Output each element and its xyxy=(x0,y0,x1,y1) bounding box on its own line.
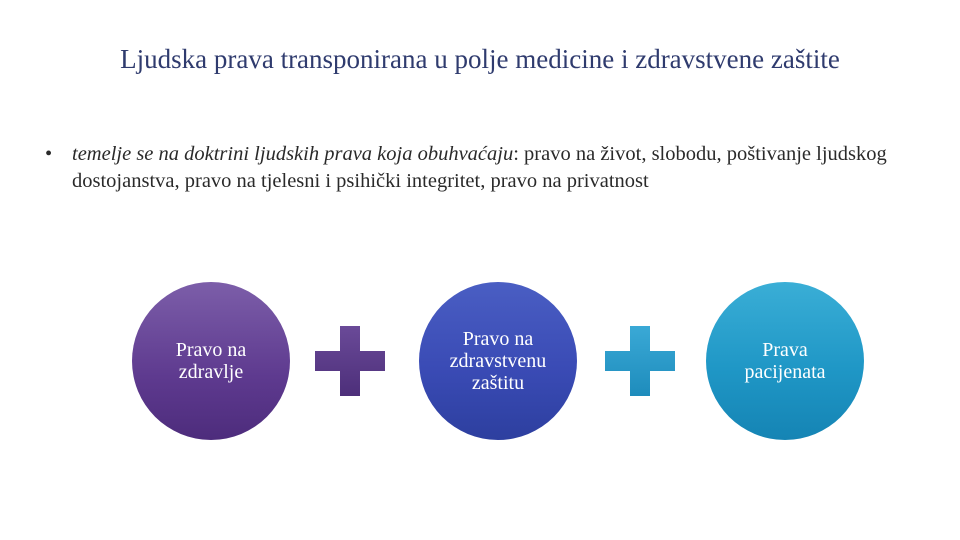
circle-pravo-na-zdravlje xyxy=(132,282,290,440)
circle-label: Prava pacijenata xyxy=(744,339,826,383)
bullet-italic-lead: temelje se na doktrini ljudskih prava koja obuhvaćaju xyxy=(72,143,514,165)
slide-title: Ljudska prava transponirana u polje medicine i zdravstvene zaštite xyxy=(120,44,840,74)
bullet-item xyxy=(45,141,915,195)
circle-label: Pravo na zdravstvenu zaštitu xyxy=(449,328,547,394)
plus-icon xyxy=(605,326,675,396)
circle-prava-pacijenata xyxy=(706,282,864,440)
plus-icon xyxy=(315,326,385,396)
circle-label: Pravo na zdravlje xyxy=(175,339,247,383)
bullet-marker: • xyxy=(45,143,53,165)
bullet-rest: : pravo na život, slobodu, poštivanje ljudskog dostojanstva, pravo na tjelesni i psihički integritet, pravo na privatnost xyxy=(72,143,887,192)
bullet-text xyxy=(72,141,915,195)
circle-pravo-na-zdravstvenu-zastitu xyxy=(419,282,577,440)
